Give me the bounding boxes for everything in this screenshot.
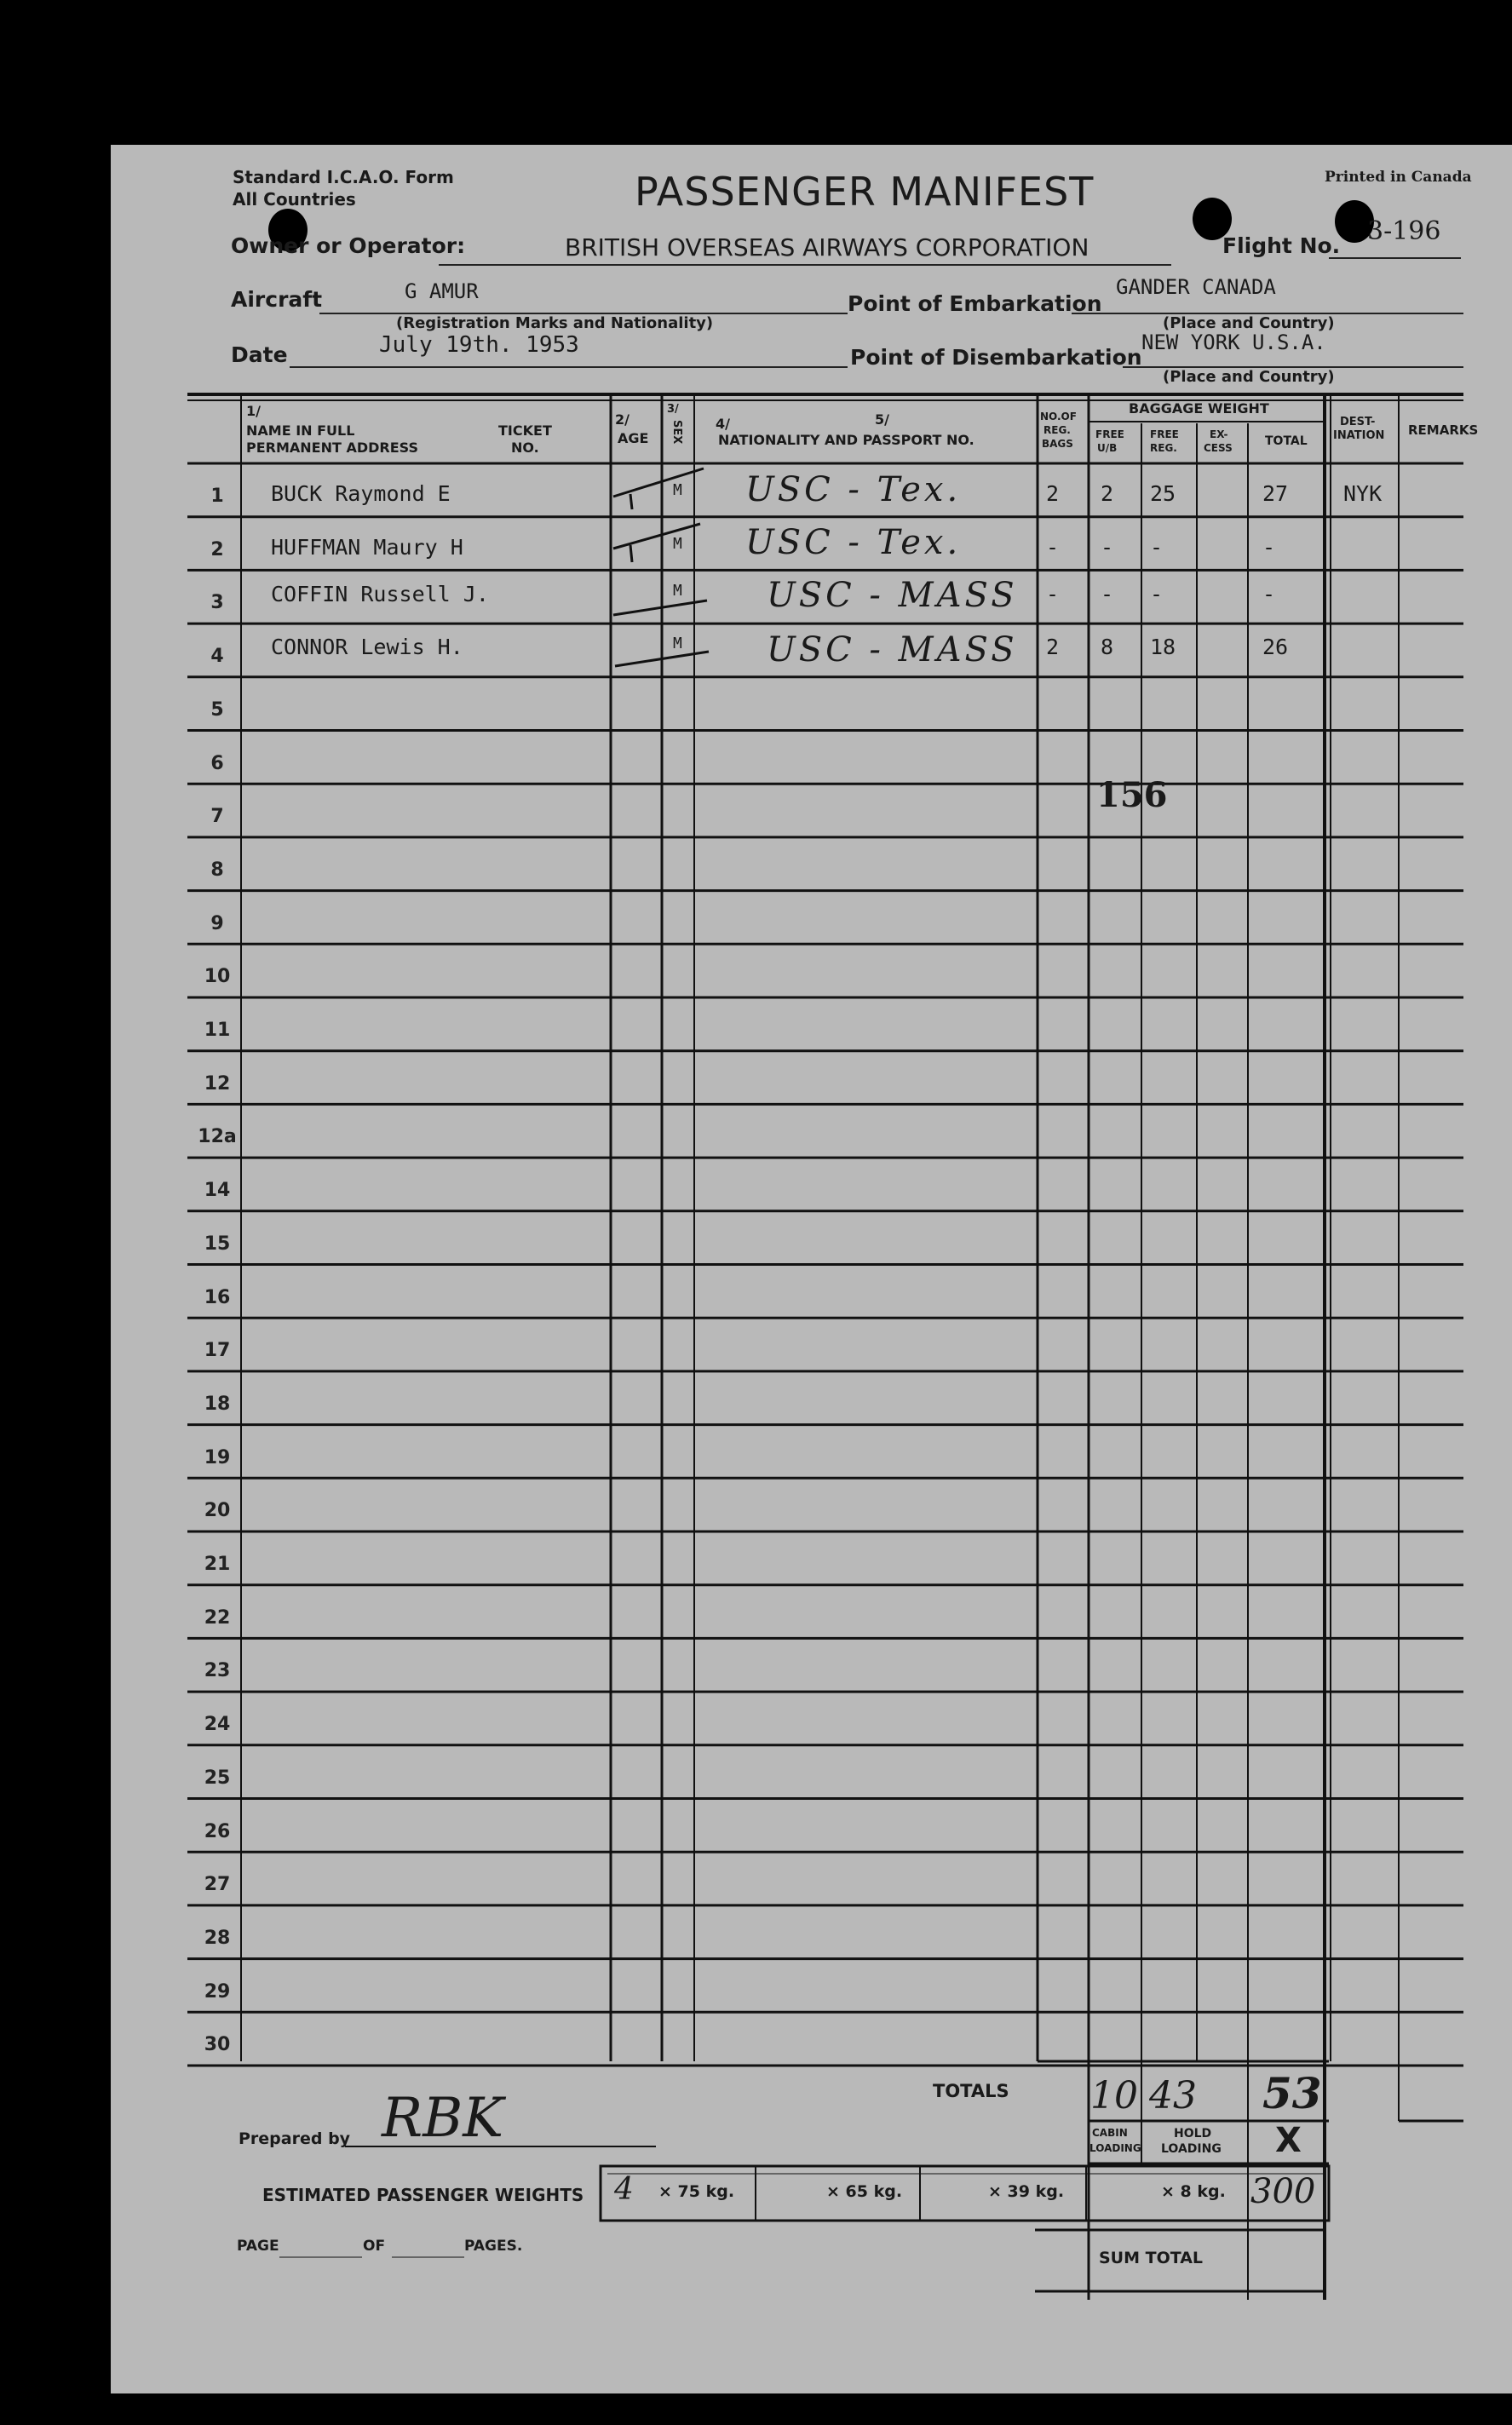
row-number: 6 (210, 752, 224, 774)
row-number: 26 (204, 1820, 231, 1842)
hold-loading-mark: X (1275, 2121, 1302, 2160)
passenger-sex: M (673, 582, 682, 600)
col1-number: 1/ (246, 403, 261, 419)
col-age-header: AGE (618, 430, 649, 446)
passenger-bags: 2 (1046, 481, 1060, 506)
pages-label: PAGES. (464, 2238, 523, 2255)
col-nationality-header: NATIONALITY AND PASSPORT NO. (718, 432, 974, 448)
weight-factor-8: × 8 kg. (1161, 2182, 1226, 2201)
form-countries-label: All Countries (233, 189, 356, 210)
totals-total: 53 (1262, 2068, 1322, 2118)
cabin-loading-label-1: CABIN (1092, 2127, 1128, 2139)
sum-total-label: SUM TOTAL (1099, 2249, 1204, 2267)
passenger-name: COFFIN Russell J. (271, 582, 489, 606)
col5-number: 5/ (875, 411, 889, 428)
weight-factor-75: × 75 kg. (658, 2182, 735, 2201)
col-ticket-header: TICKET (498, 422, 552, 439)
passenger-name: CONNOR Lewis H. (271, 635, 463, 659)
passenger-free-ub: 8 (1101, 635, 1114, 659)
row-number: 30 (204, 2034, 231, 2056)
cabin-loading-label-2: LOADING (1089, 2142, 1141, 2154)
passenger-free-reg: 18 (1150, 635, 1176, 659)
totals-label: TOTALS (933, 2081, 1009, 2101)
passenger-nationality: USC - Tex. (745, 470, 962, 509)
row-number: 21 (204, 1554, 231, 1575)
place-country-note-1: (Place and Country) (1163, 314, 1335, 332)
row-number: 3 (210, 592, 224, 614)
printed-in-label: Printed in Canada (1325, 169, 1472, 186)
row-number: 14 (204, 1180, 231, 1202)
number-stamp: 156 (1096, 775, 1168, 815)
row-number: 16 (204, 1286, 231, 1308)
weight-factor-65: × 65 kg. (826, 2182, 903, 2201)
hold-loading-label-1: HOLD (1174, 2127, 1212, 2141)
flight-value: 3-196 (1367, 216, 1441, 246)
passenger-bags: - (1046, 582, 1060, 606)
prepared-by-label: Prepared by (239, 2129, 351, 2148)
passenger-sex: M (673, 635, 682, 652)
passenger-total: 27 (1262, 481, 1289, 506)
passenger-nationality: USC - MASS (767, 576, 1018, 615)
row-number: 12 (204, 1072, 231, 1095)
of-label: OF (363, 2238, 386, 2255)
owner-value: BRITISH OVERSEAS AIRWAYS CORPORATION (565, 233, 1089, 261)
col-bags-header-2: REG. (1043, 424, 1071, 436)
col-ticket-no-header: NO. (511, 440, 539, 456)
row-number: 23 (204, 1660, 231, 1682)
aircraft-note: (Registration Marks and Nationality) (396, 314, 714, 332)
col-remarks-header: REMARKS (1408, 422, 1479, 438)
owner-label: Owner or Operator: (231, 233, 466, 258)
row-number: 5 (210, 698, 224, 721)
row-number: 25 (204, 1767, 231, 1789)
col-free-ub-header-2: U/B (1097, 442, 1118, 454)
col-sex-header: SEX (670, 420, 683, 445)
date-label: Date (231, 342, 288, 367)
embarkation-label: Point of Embarkation (848, 291, 1102, 316)
row-number: 28 (204, 1927, 231, 1949)
estimated-weights-label: ESTIMATED PASSENGER WEIGHTS (262, 2185, 584, 2205)
col-free-reg-header-1: FREE (1150, 428, 1179, 440)
passenger-free-ub: 2 (1101, 481, 1114, 506)
aircraft-label: Aircraft (231, 287, 323, 312)
col-free-ub-header-1: FREE (1095, 428, 1124, 440)
passenger-nationality: USC - MASS (767, 630, 1018, 669)
row-number: 20 (204, 1500, 231, 1522)
totals-free-ub: 10 (1090, 2074, 1138, 2118)
passenger-sex: M (673, 535, 682, 553)
col-total-header: TOTAL (1265, 434, 1308, 448)
col-excess-header-1: EX- (1210, 428, 1228, 440)
passenger-total: - (1262, 535, 1276, 560)
passenger-name: BUCK Raymond E (271, 481, 451, 506)
col-excess-header-2: CESS (1204, 442, 1233, 454)
row-number: 17 (204, 1340, 231, 1362)
col-destination-header-1: DEST- (1340, 416, 1376, 428)
totals-free-reg: 43 (1149, 2074, 1197, 2118)
flight-label: Flight No. (1222, 233, 1341, 258)
baggage-weight-header: BAGGAGE WEIGHT (1129, 400, 1269, 417)
aircraft-value: G AMUR (405, 279, 479, 303)
col-bags-header-3: BAGS (1042, 438, 1073, 450)
row-number: 27 (204, 1874, 231, 1896)
row-number: 4 (210, 646, 224, 668)
row-number: 9 (210, 912, 224, 934)
passenger-free-ub: - (1101, 535, 1114, 560)
hold-loading-label-2: LOADING (1161, 2142, 1222, 2156)
place-country-note-2: (Place and Country) (1163, 368, 1335, 386)
row-number: 1 (210, 486, 224, 507)
weight-factor-39: × 39 kg. (988, 2182, 1065, 2201)
row-number: 10 (204, 966, 231, 988)
page-title: PASSENGER MANIFEST (635, 169, 1095, 215)
col-bags-header-1: NO.OF (1040, 411, 1077, 422)
col-name-header: NAME IN FULL (246, 422, 355, 439)
col2-number: 2/ (615, 411, 630, 428)
col-free-reg-header-2: REG. (1150, 442, 1177, 454)
row-number: 12a (198, 1126, 237, 1148)
disembarkation-value: NEW YORK U.S.A. (1141, 330, 1326, 354)
row-number: 2 (210, 538, 224, 560)
disembarkation-label: Point of Disembarkation (850, 345, 1142, 370)
col-destination-header-2: INATION (1333, 429, 1385, 442)
embarkation-value: GANDER CANADA (1116, 275, 1276, 299)
passenger-total: - (1262, 582, 1276, 606)
row-number: 19 (204, 1446, 231, 1468)
passenger-free-ub: - (1101, 582, 1114, 606)
passenger-bags: 2 (1046, 635, 1060, 659)
passenger-name: HUFFMAN Maury H (271, 535, 463, 560)
passenger-free-reg: - (1150, 535, 1164, 560)
col-address-header: PERMANENT ADDRESS (246, 440, 418, 456)
passenger-total: 26 (1262, 635, 1289, 659)
passenger-bags: - (1046, 535, 1060, 560)
weight-total: 300 (1250, 2172, 1316, 2211)
col4-number: 4/ (716, 416, 730, 432)
prepared-by-signature: RBK (382, 2087, 504, 2150)
row-number: 7 (210, 806, 224, 828)
passenger-sex: M (673, 481, 682, 499)
row-number: 8 (210, 859, 224, 881)
passenger-free-reg: - (1150, 582, 1164, 606)
passenger-nationality: USC - Tex. (745, 523, 962, 562)
row-number: 11 (204, 1020, 231, 1041)
form-standard-label: Standard I.C.A.O. Form (233, 167, 454, 187)
row-number: 15 (204, 1233, 231, 1255)
passenger-free-reg: 25 (1150, 481, 1176, 506)
date-value: July 19th. 1953 (379, 332, 579, 358)
row-number: 22 (204, 1606, 231, 1629)
weight-count-75: 4 (614, 2172, 634, 2207)
page-label: PAGE (237, 2238, 279, 2255)
col3-number: 3/ (667, 403, 679, 416)
row-number: 29 (204, 1980, 231, 2003)
row-number: 24 (204, 1714, 231, 1736)
passenger-destination: NYK (1343, 481, 1383, 506)
row-number: 18 (204, 1393, 231, 1415)
